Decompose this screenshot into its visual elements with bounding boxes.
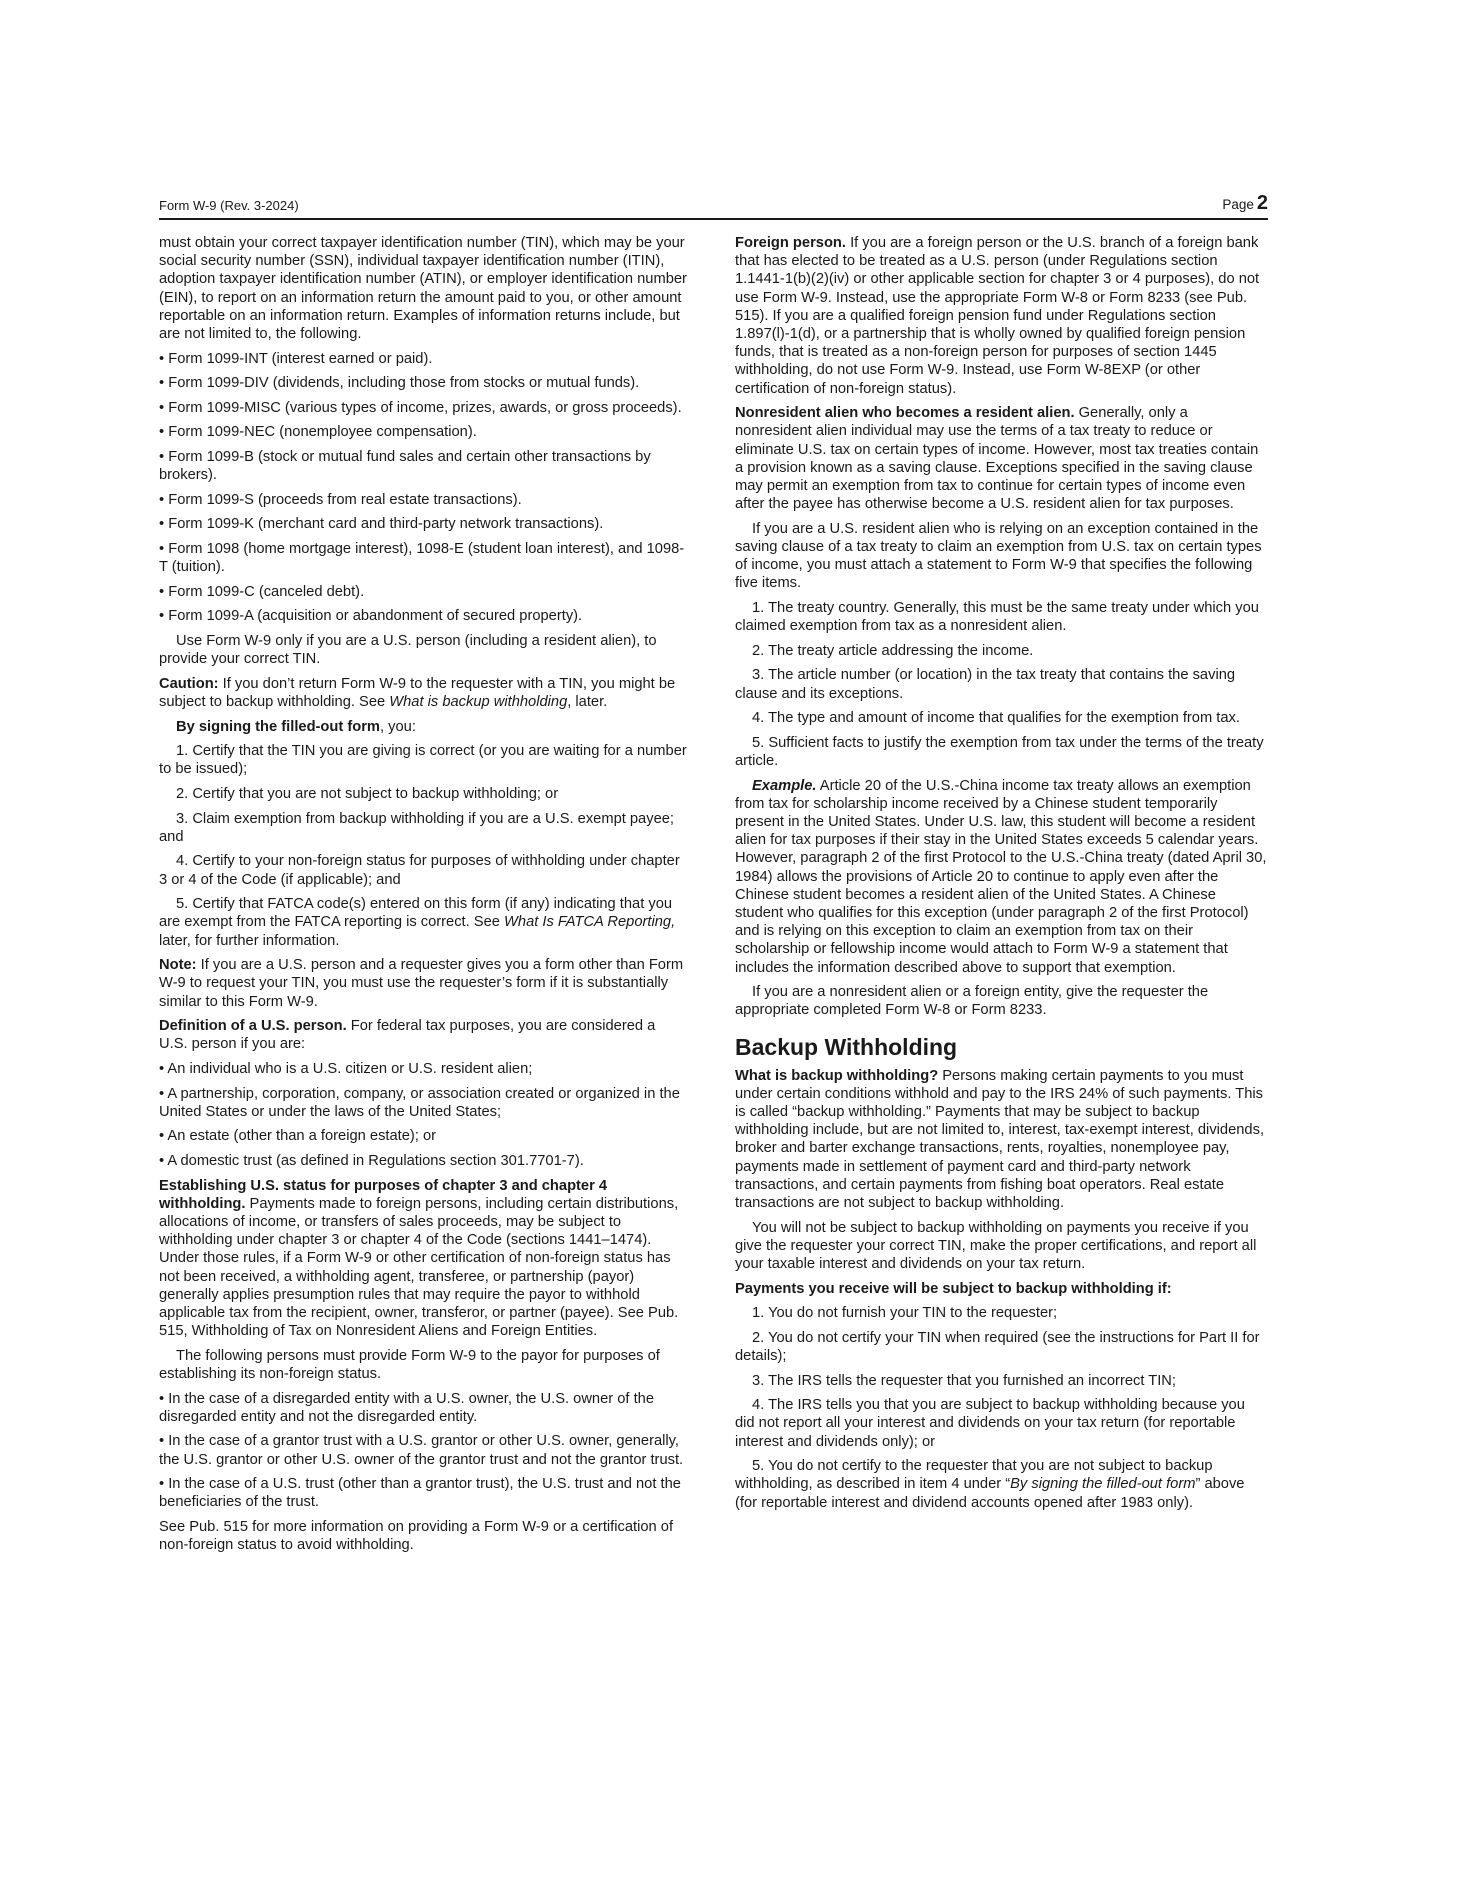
- list-item: • An individual who is a U.S. citizen or U.S. resident alien;: [159, 1060, 533, 1077]
- nonresident-alien-label: Nonresident alien who becomes a resident alien.: [735, 405, 1075, 422]
- certify-item: 1. Certify that the TIN you are giving is correct (or you are waiting for a number to be issued);: [159, 743, 687, 778]
- page-number: 2: [1256, 192, 1268, 214]
- treaty-item: 3. The article number (or location) in the tax treaty that contains the saving clause and its exceptions.: [735, 667, 1236, 702]
- treaty-item: 1. The treaty country. Generally, this must be the same treaty under which you claimed exemption from tax as a nonresident alien.: [735, 600, 1259, 635]
- list-item: • Form 1099-K (merchant card and third-party network transactions).: [159, 516, 604, 533]
- page-word: Page: [1222, 197, 1254, 212]
- backup-withholding-heading: Backup Withholding: [735, 1033, 958, 1060]
- certify-item: 2. Certify that you are not subject to backup withholding; or: [176, 785, 559, 802]
- list-item: • A partnership, corporation, company, or association created or organized in the United States or under the laws of the United States;: [159, 1085, 680, 1120]
- list-item: • Form 1099-A (acquisition or abandonment of secured property).: [159, 608, 583, 625]
- not-subject-paragraph: You will not be subject to backup withholding on payments you receive if you give the requester your correct TIN, make the proper certifications, and report all your taxable interest and dividends on your tax return.: [735, 1219, 1257, 1273]
- nonresident-alien-paragraph: Nonresident alien who becomes a resident alien. Generally, only a nonresident alien individual may use the terms of a tax treaty to reduce or eliminate U.S. tax on certain types of income. However, most tax treaties contain a provision known as a saving clause. Exceptions specified in the saving clause may permit an exemption from tax to continue for certain types of income even after the payee has otherwise become a U.S. resident alien for tax purposes.: [735, 405, 1259, 513]
- payments-subject-heading: Payments you receive will be subject to backup withholding if:: [735, 1280, 1172, 1297]
- certify-item: 5. Certify that FATCA code(s) entered on this form (if any) indicating that you are exempt from the FATCA reporting is correct. See What Is FATCA Reporting, later, for further information.: [159, 896, 676, 949]
- example-label: Example.: [752, 777, 817, 794]
- list-item: • Form 1099-S (proceeds from real estate transactions).: [159, 491, 522, 508]
- list-item: • Form 1099-NEC (nonemployee compensation).: [159, 424, 477, 441]
- list-item: • Form 1099-B (stock or mutual fund sales and certain other transactions by brokers).: [159, 448, 651, 484]
- signing-reference: By signing the filled-out form: [1010, 1476, 1196, 1493]
- signing-paragraph: By signing the filled-out form, you:: [176, 718, 416, 735]
- establishing-paragraph: Establishing U.S. status for purposes of chapter 3 and chapter 4 withholding. Payments made to foreign persons, including certain distributions, allocations of income, or transfers of sales proceeds, may be subject to withholding under chapter 3 or chapter 4 of the Code (sections 1441–1474). Under those rules, if a Form W-9 or other certification of non-foreign status has not been received, a withholding agent, transferee, or partnership (payor) generally applies presumption rules that may require the payor to withhold applicable tax from the recipient, owner, transferor, or partner (payee). See Pub. 515, Withholding of Tax on Nonresident Aliens and Foreign Entities.: [159, 1177, 679, 1340]
- treaty-item: 4. The type and amount of income that qualifies for the exemption from tax.: [752, 710, 1240, 727]
- condition-item: 2. You do not certify your TIN when required (see the instructions for Part II for details);: [735, 1329, 1260, 1365]
- right-column: [735, 234, 1268, 1518]
- list-item: • Form 1099-INT (interest earned or paid).: [159, 350, 433, 367]
- page-header: [159, 192, 1268, 220]
- what-is-backup-paragraph: What is backup withholding? Persons making certain payments to you must under certain conditions withhold and pay to the IRS 24% of such payments. This is called “backup withholding.” Payments that may be subject to backup withholding include, but are not limited to, interest, tax-exempt interest, dividends, broker and barter exchange transactions, rents, royalties, nonemployee pay, payments made in settlement of payment card and third-party network transactions, and certain payments from fishing boat operators. Real estate transactions are not subject to backup withholding.: [735, 1067, 1265, 1212]
- list-item: • Form 1099-MISC (various types of income, prizes, awards, or gross proceeds).: [159, 399, 682, 416]
- caution-paragraph: Caution: If you don’t return Form W-9 to the requester with a TIN, you might be subject to backup withholding. See What is backup withholding, later.: [159, 675, 676, 710]
- list-item: • Form 1098 (home mortgage interest), 1098-E (student loan interest), and 1098-T (tuition).: [159, 540, 685, 576]
- certify-item: 4. Certify to your non-foreign status for purposes of withholding under chapter 3 or 4 of the Code (if applicable); and: [159, 853, 680, 888]
- condition-item: 4. The IRS tells you that you are subject to backup withholding because you did not report all your interest and dividends on your tax return (for reportable interest and dividends only); or: [735, 1397, 1245, 1450]
- form-identifier: Form W-9 (Rev. 3-2024): [159, 198, 299, 213]
- note-label: Note:: [159, 957, 197, 974]
- definition-paragraph: Definition of a U.S. person. For federal tax purposes, you are considered a U.S. person if you are:: [159, 1018, 656, 1053]
- following-paragraph: The following persons must provide Form W-9 to the payor for purposes of establishing its non-foreign status.: [159, 1347, 660, 1382]
- what-is-backup-label: What is backup withholding?: [735, 1067, 939, 1084]
- list-item: • In the case of a U.S. trust (other than a grantor trust), the U.S. trust and not the beneficiaries of the trust.: [159, 1476, 681, 1511]
- condition-item: 5. You do not certify to the requester that you are not subject to backup withholding, as described in item 4 under “By signing the filled-out form” above (for reportable interest and dividend accounts opened after 1983 only).: [735, 1458, 1245, 1511]
- nonresident-paragraph: If you are a nonresident alien or a foreign entity, give the requester the appropriate completed Form W-8 or Form 8233.: [735, 984, 1209, 1019]
- establishing-label: Establishing U.S. status for purposes of chapter 3 and chapter 4 withholding.: [159, 1177, 608, 1212]
- caution-label: Caution:: [159, 675, 219, 692]
- list-item: • An estate (other than a foreign estate); or: [159, 1128, 437, 1145]
- condition-item: 3. The IRS tells the requester that you furnished an incorrect TIN;: [752, 1372, 1176, 1389]
- list-item: • In the case of a grantor trust with a U.S. grantor or other U.S. owner, generally, the U.S. grantor or other U.S. owner of the grantor trust and not the grantor trust.: [159, 1433, 684, 1468]
- intro-paragraph: must obtain your correct taxpayer identification number (TIN), which may be your social security number (SSN), individual taxpayer identification number (ITIN), adoption taxpayer identification number (ATIN), or employer identification number (EIN), to report on an information return the amount paid to you, or other amount reportable on an information return. Examples of information returns include, but are not limited to, the following.: [159, 235, 687, 343]
- list-item: • In the case of a disregarded entity with a U.S. owner, the U.S. owner of the disregarded entity and not the disregarded entity.: [159, 1390, 654, 1425]
- backup-withholding-reference: What is backup withholding: [389, 693, 568, 710]
- foreign-person-paragraph: Foreign person. If you are a foreign person or the U.S. branch of a foreign bank that has elected to be treated as a U.S. person (under Regulations section 1.1441-1(b)(2)(iv) or other applicable section for chapter 3 or 4 purposes), do not use Form W-9. Instead, use the appropriate Form W-8 or Form 8233 (see Pub. 515). If you are a qualified foreign pension fund under Regulations section 1.897(l)-1(d), or a partnership that is wholly owned by qualified foreign pension funds, that is treated as a non-foreign person for purposes of section 1445 withholding, do not use Form W-9. Instead, use Form W-8EXP (or other certification of non-foreign status).: [735, 235, 1260, 397]
- see-pub-paragraph: See Pub. 515 for more information on providing a Form W-9 or a certification of non-foreign status to avoid withholding.: [159, 1518, 674, 1554]
- note-paragraph: Note: If you are a U.S. person and a requester gives you a form other than Form W-9 to request your TIN, you must use the requester’s form if it is substantially similar to this Form W-9.: [159, 957, 684, 1010]
- list-item: • Form 1099-C (canceled debt).: [159, 583, 365, 600]
- use-w9-paragraph: Use Form W-9 only if you are a U.S. person (including a resident alien), to provide your correct TIN.: [159, 632, 657, 668]
- foreign-person-label: Foreign person.: [735, 235, 846, 251]
- list-item: • Form 1099-DIV (dividends, including those from stocks or mutual funds).: [159, 375, 640, 392]
- left-column: [159, 234, 687, 1561]
- condition-item: 1. You do not furnish your TIN to the requester;: [752, 1305, 1058, 1322]
- certify-item: 3. Claim exemption from backup withholding if you are a U.S. exempt payee; and: [159, 810, 674, 845]
- definition-label: Definition of a U.S. person.: [159, 1018, 347, 1035]
- treaty-item: 2. The treaty article addressing the income.: [752, 642, 1034, 659]
- treaty-item: 5. Sufficient facts to justify the exemption from tax under the terms of the treaty article.: [735, 734, 1264, 770]
- page-label: [1222, 192, 1268, 215]
- fatca-reference: What Is FATCA Reporting,: [504, 914, 676, 931]
- resident-alien-paragraph: If you are a U.S. resident alien who is relying on an exception contained in the saving clause of a tax treaty to claim an exemption from U.S. tax on certain types of income, you must attach a statement to Form W-9 that specifies the following five items.: [735, 520, 1262, 592]
- signing-label: By signing the filled-out form: [176, 718, 380, 735]
- list-item: • A domestic trust (as defined in Regulations section 301.7701-7).: [159, 1152, 584, 1169]
- example-paragraph: Example. Article 20 of the U.S.-China income tax treaty allows an exemption from tax for scholarship income received by a Chinese student temporarily present in the United States. Under U.S. law, this student will become a resident alien for tax purposes if their stay in the United States exceeds 5 calendar years. However, paragraph 2 of the first Protocol to the U.S.-China treaty (dated April 30, 1984) allows the provisions of Article 20 to continue to apply even after the Chinese student becomes a resident alien of the United States. A Chinese student who qualifies for this exception (under paragraph 2 of the first Protocol) and is relying on this exception to claim an exemption from tax on their scholarship or fellowship income would attach to Form W-9 a statement that includes the information described above to support that exemption.: [735, 777, 1267, 976]
